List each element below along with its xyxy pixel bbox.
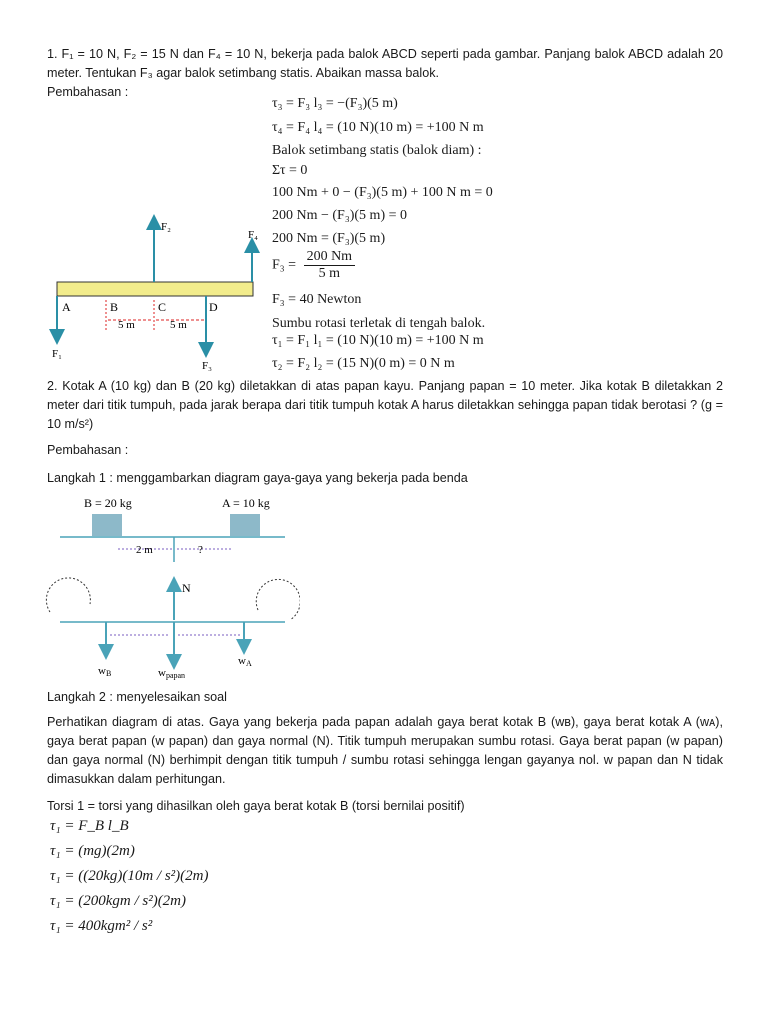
q2-intro: 2. Kotak A (10 kg) dan B (20 kg) diletakkan di atas papan kayu. Panjang papan = 10 meter. Jika kotak B diletakkan 2 meter dari titik tumpuh, pada jarak berapa dari titik tumpuh kotak A harus diletakkan sehingga papan tidak berotasi ? (g = 10 m/s²) xyxy=(47,379,723,431)
fraction-numerator: 200 Nm xyxy=(304,249,356,266)
calc-line: Balok setimbang statis (balok diam) : xyxy=(272,143,482,158)
beam xyxy=(57,282,253,296)
label-distance-1: 5 m xyxy=(118,319,135,331)
calc-line: Sumbu rotasi terletak di tengah balok. xyxy=(272,316,486,331)
label-point-d: D xyxy=(209,300,218,314)
label-wpapan: wpapan xyxy=(158,667,186,680)
calc-line: F₃ = 40 Newton xyxy=(272,292,362,307)
fraction-lhs: F₃ = xyxy=(272,257,297,273)
calc-line: Στ = 0 xyxy=(272,163,308,178)
box-b xyxy=(92,514,122,536)
calc-line: 200 Nm = (F₃)(5 m) xyxy=(272,231,386,246)
label-f2: F₂ xyxy=(161,221,171,233)
calc-line: 200 Nm − (F₃)(5 m) = 0 xyxy=(272,208,407,223)
calc-line: τ₃ = F₃ l₃ = −(F₃)(5 m) xyxy=(272,96,398,111)
calc-line: 100 Nm + 0 − (F₃)(5 m) + 100 N m = 0 xyxy=(272,185,493,200)
calc-fraction-line xyxy=(272,249,355,282)
rotation-arrow-right xyxy=(256,579,300,620)
label-2m: 2 m xyxy=(136,544,153,556)
q1-intro: 1. F₁ = 10 N, F₂ = 15 N dan F₄ = 10 N, bekerja pada balok ABCD seperti pada gambar. Panjang balok ABCD adalah 20 meter. Tentukan F₃ agar balok setimbang statis. Abaikan massa balok. xyxy=(47,47,723,80)
label-normal: N xyxy=(182,581,191,595)
torsi-line: τ₁ = (mg)(2m) xyxy=(50,843,135,859)
torsi-line: τ₁ = 400kgm² / s² xyxy=(50,918,153,934)
calc-line: τ₄ = F₄ l₄ = (10 N)(10 m) = +100 N m xyxy=(272,120,484,135)
fraction-denominator: 5 m xyxy=(318,266,340,281)
label-distance-2: 5 m xyxy=(170,319,187,331)
label-f1: F₁ xyxy=(52,348,62,360)
label-f3: F₃ xyxy=(202,360,212,372)
label-point-b: B xyxy=(110,300,119,314)
q1-pembahasan: Pembahasan : xyxy=(47,85,129,99)
box-a xyxy=(230,514,260,536)
calc-line: τ₂ = F₂ l₂ = (15 N)(0 m) = 0 N m xyxy=(272,356,455,371)
label-point-c: C xyxy=(158,300,167,314)
label-box-a: A = 10 kg xyxy=(222,496,270,510)
label-wb: wB xyxy=(98,665,112,678)
torsi-line: τ₁ = (200kgm / s²)(2m) xyxy=(50,893,187,909)
label-box-b: B = 20 kg xyxy=(84,496,132,510)
torsi-line: τ₁ = ((20kg)(10m / s²)(2m) xyxy=(50,868,209,884)
q2-langkah1: Langkah 1 : menggambarkan diagram gaya-gaya yang bekerja pada benda xyxy=(47,471,468,485)
torsi-line: τ₁ = F_B l_B xyxy=(50,818,129,834)
label-point-a: A xyxy=(62,300,71,314)
label-unknown: ? xyxy=(198,544,203,556)
q2-explanation: Perhatikan diagram di atas. Gaya yang bekerja pada papan adalah gaya berat kotak B (wʙ), gaya berat kotak A (wᴀ), gaya berat papan (w papan) dan gaya normal (N). Titik tumpuh merupakan sumbu rotasi. Gaya berat papan (w papan) dan gaya normal (N) berhimpit dengan titik tumpuh / sumbu rotasi sehingga lengan gayanya nol. w papan dan N tidak dimasukkan dalam perhitungan. xyxy=(47,715,723,786)
beam-force-diagram xyxy=(40,212,270,377)
q2-torsi1-intro: Torsi 1 = torsi yang dihasilkan oleh gaya berat kotak B (torsi bernilai positif) xyxy=(47,799,465,813)
calc-line: τ₁ = F₁ l₁ = (10 N)(10 m) = +100 N m xyxy=(272,333,484,348)
q2-pembahasan: Pembahasan : xyxy=(47,443,129,457)
label-wa: wA xyxy=(238,655,252,668)
seesaw-diagram xyxy=(40,492,300,682)
label-f4: F₄ xyxy=(248,229,258,241)
rotation-arrow-left xyxy=(46,578,90,612)
q2-langkah2: Langkah 2 : menyelesaikan soal xyxy=(47,690,227,704)
fraction xyxy=(304,249,356,282)
